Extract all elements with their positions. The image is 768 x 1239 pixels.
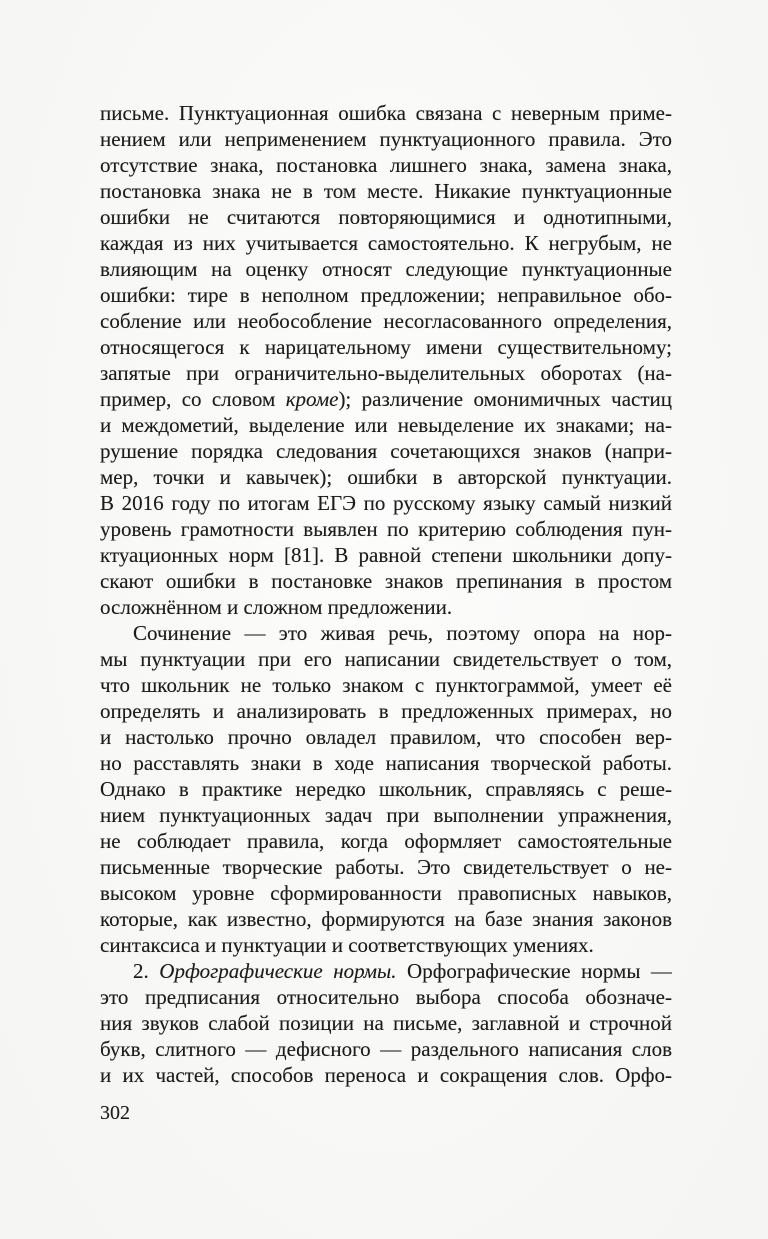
text-segment: определять и анализировать в предложенных примерах, но [100, 699, 672, 723]
text-block [100, 100, 672, 1088]
text-segment: и их частей, способов переноса и сокращения слов. Орфо- [100, 1063, 672, 1087]
text-line [100, 594, 672, 620]
text-line [100, 698, 672, 724]
text-line [100, 126, 672, 152]
text-segment: влияющим на оценку относят следующие пунктуационные [100, 257, 672, 281]
text-segment: Орфографические нормы — [396, 959, 672, 983]
text-segment: ния звуков слабой позиции на письме, заглавной и строчной [100, 1011, 672, 1035]
text-line [100, 412, 672, 438]
text-line [100, 334, 672, 360]
text-segment: запятые при ограничительно-выделительных оборотах (на- [100, 361, 672, 385]
text-segment: букв, слитного — дефисного — раздельного написания слов [100, 1037, 672, 1061]
text-segment: постановка знака не в том месте. Никакие пунктуационные [100, 179, 672, 203]
text-line [100, 542, 672, 568]
text-line [100, 386, 672, 412]
text-line [100, 360, 672, 386]
text-line [100, 438, 672, 464]
text-segment: мы пунктуации при его написании свидетельствует о том, [100, 647, 672, 671]
text-segment: пример, со словом [100, 387, 286, 411]
text-segment: но расставлять знаки в ходе написания творческой работы. [100, 751, 672, 775]
text-line [100, 750, 672, 776]
text-segment: уровень грамотности выявлен по критерию соблюдения пун- [100, 517, 672, 541]
text-segment: нением или неприменением пунктуационного правила. Это [100, 127, 672, 151]
italic-text-segment: Орфографические нормы. [159, 959, 397, 983]
text-line [100, 828, 672, 854]
text-line [100, 100, 672, 126]
text-segment: скают ошибки в постановке знаков препинания в простом [100, 569, 672, 593]
text-line [100, 256, 672, 282]
text-segment: рушение порядка следования сочетающихся знаков (напри- [100, 439, 672, 463]
text-segment: Однако в практике нередко школьник, справляясь с реше- [100, 777, 672, 801]
text-segment: ошибки не считаются повторяющимися и однотипными, [100, 205, 672, 229]
text-segment: высоком уровне сформированности правописных навыков, [100, 881, 672, 905]
text-segment: которые, как известно, формируются на базе знания законов [100, 907, 672, 931]
text-segment: письменные творческие работы. Это свидетельствует о не- [100, 855, 672, 879]
text-segment: что школьник не только знаком с пунктограммой, умеет её [100, 673, 672, 697]
text-line [100, 568, 672, 594]
text-line [100, 984, 672, 1010]
text-segment: ктуационных норм [81]. В равной степени школьники допу- [100, 543, 672, 567]
text-line [100, 646, 672, 672]
text-line [100, 230, 672, 256]
text-segment: В 2016 году по итогам ЕГЭ по русскому языку самый низкий [100, 491, 672, 515]
text-segment: не соблюдает правила, когда оформляет самостоятельные [100, 829, 672, 853]
text-line [100, 464, 672, 490]
text-segment: ); различение омонимичных частиц [338, 387, 672, 411]
text-line [100, 1062, 672, 1088]
text-segment: письме. Пунктуационная ошибка связана с неверным приме- [100, 101, 672, 125]
text-line [100, 178, 672, 204]
text-segment: и настолько прочно овладел правилом, что способен вер- [100, 725, 672, 749]
text-line [100, 854, 672, 880]
text-segment: мер, точки и кавычек); ошибки в авторской пунктуации. [100, 465, 672, 489]
text-segment: каждая из них учитывается самостоятельно. К негрубым, не [100, 231, 672, 255]
text-line [100, 932, 672, 958]
text-segment: это предписания относительно выбора способа обозначе- [100, 985, 672, 1009]
text-line [100, 958, 672, 984]
text-line [100, 490, 672, 516]
text-line [100, 672, 672, 698]
text-line [100, 1010, 672, 1036]
text-line [100, 204, 672, 230]
text-line [100, 620, 672, 646]
text-segment: и междометий, выделение или невыделение их знаками; на- [100, 413, 672, 437]
text-segment: 2. [133, 959, 160, 983]
text-segment: ошибки: тире в неполном предложении; неправильное обо- [100, 283, 672, 307]
text-segment: собление или необособление несогласованного определения, [100, 309, 672, 333]
text-line [100, 724, 672, 750]
text-segment: синтаксиса и пунктуации и соответствующих умениях. [100, 933, 594, 957]
text-line [100, 516, 672, 542]
text-line [100, 308, 672, 334]
text-line [100, 1036, 672, 1062]
text-segment: Сочинение — это живая речь, поэтому опора на нор- [133, 621, 672, 645]
text-line [100, 906, 672, 932]
page-number: 302 [100, 1102, 130, 1124]
text-line [100, 880, 672, 906]
text-segment: осложнённом и сложном предложении. [100, 595, 453, 619]
text-segment: относящегося к нарицательному имени существительному; [100, 335, 672, 359]
text-line [100, 282, 672, 308]
text-line [100, 152, 672, 178]
text-line [100, 776, 672, 802]
text-line [100, 802, 672, 828]
italic-text-segment: кроме [285, 387, 339, 411]
text-segment: отсутствие знака, постановка лишнего знака, замена знака, [100, 153, 672, 177]
text-segment: нием пунктуационных задач при выполнении упражнения, [100, 803, 672, 827]
